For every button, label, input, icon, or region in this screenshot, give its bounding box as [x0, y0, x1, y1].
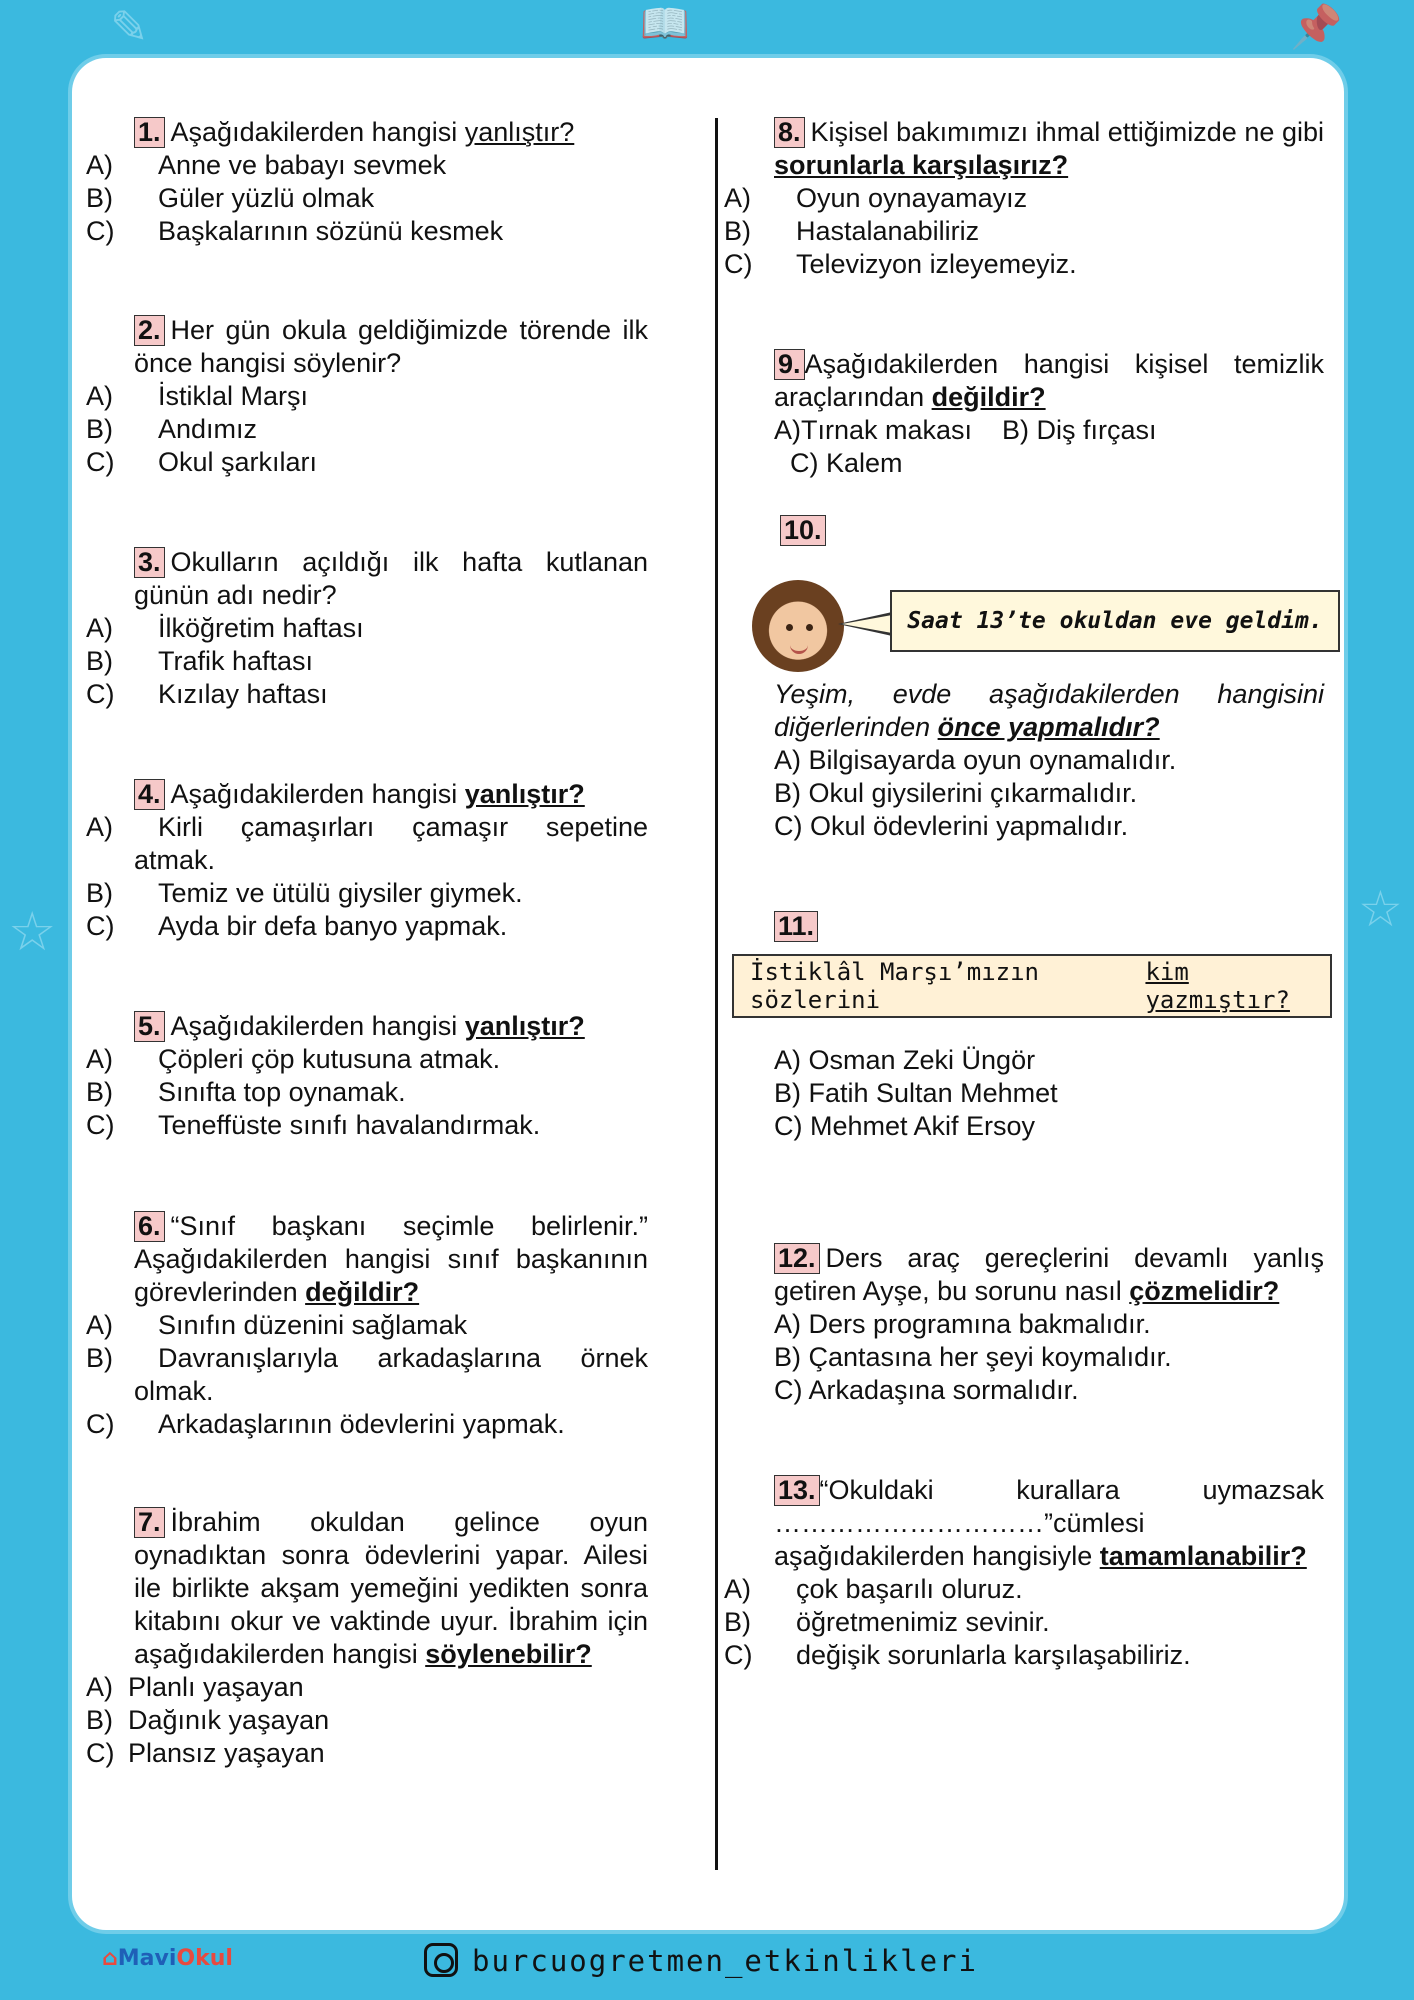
option-letter: A): [86, 381, 113, 411]
option-text: Televizyon izleyemeyiz.: [796, 249, 1077, 279]
question-2: 2. Her gün okula geldiğimizde törende ilk önce hangisi söylenir? A) İstiklal Marşı B) Andımız C) Okul şarkıları: [86, 315, 648, 477]
option-text: Davranışlarıyla arkadaşlarına örnek: [158, 1343, 648, 1373]
option-text: Çöpleri çöp kutusuna atmak.: [158, 1044, 501, 1074]
option-text: değişik sorunlarla karşılaşabiliriz.: [796, 1640, 1191, 1670]
option-a: A) Bilgisayarda oyun oynamalıdır.: [774, 745, 1177, 775]
option-text: İlköğretim haftası: [158, 613, 364, 643]
option-c: [86, 678, 648, 711]
question-number: 1.: [134, 117, 165, 148]
speech-bubble: Saat 13’te okuldan eve geldim.: [890, 590, 1340, 652]
option-letter: A): [86, 1672, 113, 1702]
question-9: 9. Aşağıdakilerden hangisi kişisel temizlik araçlarından değildir? A)Tırnak makası B) Diş fırçası C) Kalem: [774, 349, 1324, 478]
option-text: Anne ve babayı sevmek: [158, 150, 447, 180]
option-b: [86, 645, 648, 678]
option-letter: C): [86, 1110, 115, 1140]
option-text: çok başarılı oluruz.: [796, 1574, 1023, 1604]
option-text: Planlı yaşayan: [128, 1672, 304, 1702]
option-a: [86, 1671, 648, 1704]
star-icon: ☆: [1358, 880, 1403, 938]
option-letter: A): [86, 1310, 113, 1340]
pin-icon: 📌: [1290, 2, 1343, 51]
column-divider: [715, 118, 718, 1870]
question-3: 3. Okulların açıldığı ilk hafta kutlanan günün adı nedir? A) İlköğretim haftası B) Trafik haftası C) Kızılay haftası: [86, 547, 648, 709]
option-text: Arkadaşlarının ödevlerini yapmak.: [158, 1409, 565, 1439]
option-c: [86, 446, 648, 479]
option-letter: A): [724, 183, 751, 213]
option-text: Hastalanabiliriz: [796, 216, 980, 246]
option-b: B) Okul giysilerini çıkarmalıdır.: [774, 778, 1138, 808]
option-text: İstiklal Marşı: [158, 381, 309, 411]
option-c: [86, 1109, 648, 1142]
option-text: Başkalarının sözünü kesmek: [158, 216, 504, 246]
star-icon: ☆: [8, 900, 57, 963]
option-b: [86, 413, 648, 446]
option-letter: A): [86, 1044, 113, 1074]
option-letter: A): [86, 812, 113, 842]
option-c: [86, 910, 648, 943]
option-b: B) Fatih Sultan Mehmet: [774, 1078, 1058, 1108]
option-letter: C): [724, 249, 753, 279]
option-b: [86, 1704, 648, 1737]
option-a: [86, 1043, 648, 1076]
option-text: öğretmenimiz sevinir.: [796, 1607, 1050, 1637]
option-letter: C): [86, 447, 115, 477]
option-letter: C): [724, 1640, 753, 1670]
option-a: A) Osman Zeki Üngör: [774, 1045, 1036, 1075]
option-text: Okul şarkıları: [158, 447, 318, 477]
question-8: 8. Kişisel bakımımızı ihmal ettiğimizde ne gibi sorunlarla karşılaşırız? A) Oyun oynayamayız B) Hastalanabiliriz C) Televizyon izleyemeyiz.: [724, 117, 1324, 279]
book-icon: 📖: [640, 1, 690, 47]
option-letter: C): [86, 1738, 115, 1768]
option-a: A) Ders programına bakmalıdır.: [774, 1309, 1151, 1339]
option-b: [724, 1606, 1324, 1639]
option-text: Trafik haftası: [158, 646, 314, 676]
option-a: [86, 380, 648, 413]
option-text: Plansız yaşayan: [128, 1738, 325, 1768]
option-b: [86, 877, 648, 910]
question-7: 7. İbrahim okuldan gelince oyun oynadıktan sonra ödevlerini yapar. Ailesi ile birlikte akşam yemeğini yedikten sonra kitabını okur ve vaktinde uyur. İbrahim için aşağıdakilerden hangisi söylenebilir? A) Planlı yaşayan B) Dağınık yaşayan C) Plansız yaşayan: [86, 1507, 648, 1768]
option-b: [86, 1342, 648, 1375]
option-letter: B): [86, 1705, 113, 1735]
option-a: [86, 1309, 648, 1342]
option-text: Teneffüste sınıfı havalandırmak.: [158, 1110, 541, 1140]
option-a: [86, 612, 648, 645]
option-a: [724, 1573, 1324, 1606]
option-c: [86, 1408, 648, 1441]
option-a: [86, 811, 648, 844]
option-text: Temiz ve ütülü giysiler giymek.: [158, 878, 523, 908]
question-10-body: Yeşim, evde aşağıdakilerden hangisini diğerlerinden önce yapmalıdır? A) Bilgisayarda oyun oynamalıdır. B) Okul giysilerini çıkarmalıdır. C) Okul ödevlerini yapmalıdır.: [724, 678, 1324, 843]
question-1: 1. Aşağıdakilerden hangisi yanlıştır? A) Anne ve babayı sevmek B) Güler yüzlü olmak C) Başkalarının sözünü kesmek: [86, 116, 648, 248]
question-10: 10.: [724, 514, 1324, 547]
option-c: [86, 215, 648, 248]
option-c: [86, 1737, 648, 1770]
option-c: [724, 248, 1324, 281]
option-letter: B): [86, 183, 113, 213]
question-11-options: [724, 1044, 1324, 1143]
option-letter: A): [86, 613, 113, 643]
option-letter: A): [86, 150, 113, 180]
question-5: 5. Aşağıdakilerden hangisi yanlıştır? A) Çöpleri çöp kutusuna atmak. B) Sınıfta top oynamak. C) Teneffüste sınıfı havalandırmak.: [86, 1010, 648, 1142]
instagram-icon: [424, 1943, 458, 1977]
option-c: C) Okul ödevlerini yapmalıdır.: [774, 811, 1129, 841]
question-4: 4. Aşağıdakilerden hangisi yanlıştır? A) Kirli çamaşırları çamaşır sepetine atmak. B) Temiz ve ütülü giysiler giymek. C) Ayda bir defa banyo yapmak.: [86, 779, 648, 941]
girl-avatar: [752, 580, 844, 672]
option-text: Sınıfta top oynamak.: [158, 1077, 406, 1107]
option-c: [724, 1639, 1324, 1672]
option-a: [724, 182, 1324, 215]
option-b: [86, 182, 648, 215]
maviokul-logo: ⌂MaviOkul: [102, 1946, 233, 1971]
question-11-box: İstiklâl Marşı’mızın sözlerini kim yazmıştır?: [732, 954, 1332, 1018]
instagram-handle: burcuogretmen_etkinlikleri: [472, 1944, 978, 1978]
pencil-icon: ✎: [110, 0, 149, 54]
option-a: [86, 149, 648, 182]
question-13: 13. “Okuldaki kurallara uymazsak …………………………”cümlesi aşağıdakilerden hangisiyle tamamlanabilir? A) çok başarılı oluruz. B) öğretmenimiz sevinir. C) değişik sorunlarla karşılaşabiliriz.: [724, 1475, 1324, 1670]
house-icon: ⌂: [102, 1946, 118, 1971]
option-letter: C): [86, 911, 115, 941]
option-b: B) Çantasına her şeyi koymalıdır.: [774, 1342, 1172, 1372]
option-text: Kirli çamaşırları çamaşır sepetine: [158, 812, 648, 842]
option-text: Andımız: [158, 414, 258, 444]
option-b: [724, 215, 1324, 248]
option-letter: C): [86, 216, 115, 246]
option-c: C) Mehmet Akif Ersoy: [774, 1111, 1036, 1141]
question-11: 11.: [724, 910, 1324, 943]
option-letter: B): [724, 216, 751, 246]
option-text: Dağınık yaşayan: [128, 1705, 330, 1735]
option-text: Güler yüzlü olmak: [158, 183, 375, 213]
option-letter: B): [86, 878, 113, 908]
option-letter: C): [86, 679, 115, 709]
option-letter: A): [724, 1574, 751, 1604]
option-c: C) Arkadaşına sormalıdır.: [774, 1375, 1079, 1405]
option-letter: B): [86, 646, 113, 676]
option-text: Kızılay haftası: [158, 679, 328, 709]
option-b: [86, 1076, 648, 1109]
option-letter: B): [724, 1607, 751, 1637]
question-12: 12. Ders araç gereçlerini devamlı yanlış getiren Ayşe, bu sorunu nasıl çözmelidir? A) Ders programına bakmalıdır. B) Çantasına her şeyi koymalıdır. C) Arkadaşına sormalıdır.: [724, 1242, 1324, 1407]
option-text: Oyun oynayamayız: [796, 183, 1028, 213]
option-letter: B): [86, 414, 113, 444]
option-letter: C): [86, 1409, 115, 1439]
option-letter: B): [86, 1077, 113, 1107]
question-6: 6. “Sınıf başkanı seçimle belirlenir.” Aşağıdakilerden hangisi sınıf başkanının görevlerinden değildir? A) Sınıfın düzenini sağlamak B) Davranışlarıyla arkadaşlarına örnek olmak. C) Arkadaşlarının ödevlerini yapmak.: [86, 1211, 648, 1439]
option-letter: B): [86, 1343, 113, 1373]
option-text: Sınıfın düzenini sağlamak: [158, 1310, 468, 1340]
option-text: Ayda bir defa banyo yapmak.: [158, 911, 508, 941]
